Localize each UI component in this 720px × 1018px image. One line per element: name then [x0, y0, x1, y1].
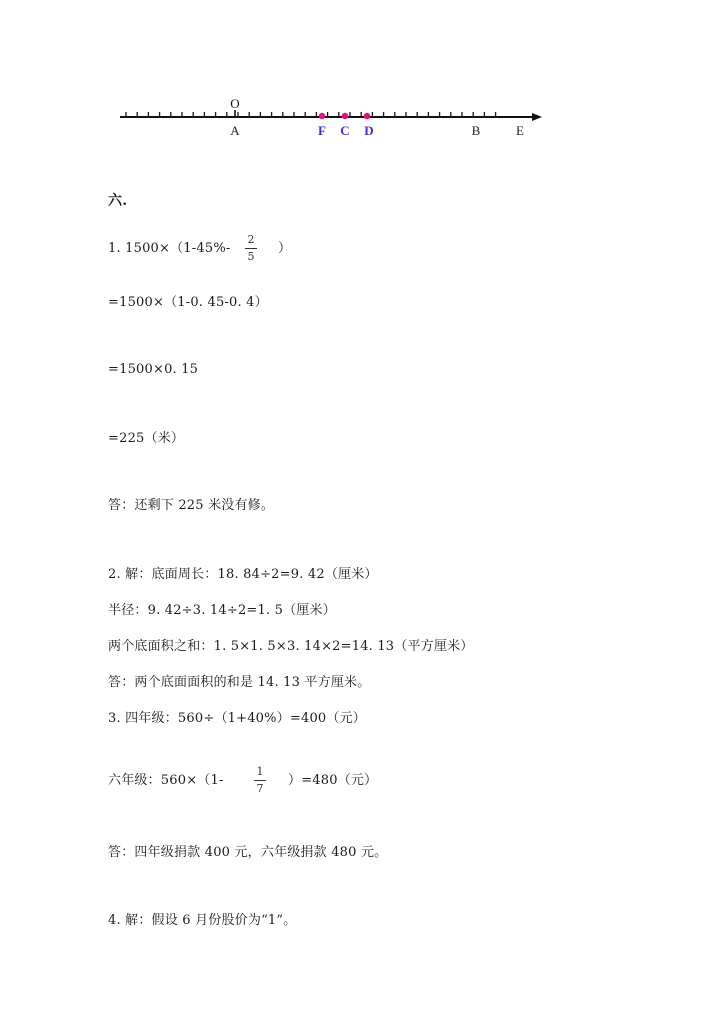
- q3-fraction-numerator: 1: [256, 765, 264, 778]
- number-line-label-a: A: [230, 123, 240, 138]
- q3-line1: 3. 四年级：560÷（1+40%）=400（元）: [108, 711, 367, 726]
- q1-line1-left: 1. 1500×（1-45%-: [108, 241, 231, 256]
- number-line-label-f: F: [318, 123, 326, 138]
- number-line-point-c: [342, 113, 348, 119]
- q3-answer: 答：四年级捐款 400 元，六年级捐款 480 元。: [108, 845, 388, 860]
- number-line-origin-label: O: [230, 96, 240, 111]
- number-line-point-f: [319, 113, 325, 119]
- q1-fraction-bar: [245, 248, 257, 249]
- q2-line3: 两个底面积之和：1. 5×1. 5×3. 14×2=14. 13（平方厘米）: [108, 639, 474, 654]
- q1-line2: =1500×（1-0. 45-0. 4）: [108, 295, 268, 310]
- q3-line2-right: ）=480（元）: [288, 773, 378, 788]
- q1-line4: =225（米）: [108, 431, 185, 446]
- number-line-svg: [112, 90, 552, 150]
- q2-answer: 答：两个底面面积的和是 14. 13 平方厘米。: [108, 675, 371, 690]
- q1-line3: =1500×0. 15: [108, 362, 199, 377]
- q3-fraction: [252, 766, 268, 795]
- q3-line2-left: 六年级：560×（1-: [108, 773, 224, 788]
- number-line-label-c: C: [340, 123, 350, 138]
- q1-answer: 答：还剩下 225 米没有修。: [108, 498, 275, 513]
- number-line-label-b: B: [471, 123, 481, 138]
- q1-fraction-denominator: 5: [247, 250, 255, 263]
- number-line-figure: [112, 90, 552, 150]
- q1-line1-right: ）: [278, 241, 292, 256]
- number-line-label-e: E: [516, 123, 524, 138]
- q1-fraction-numerator: 2: [247, 233, 255, 246]
- number-line-point-d: [364, 113, 370, 119]
- q1-fraction: [243, 234, 259, 263]
- number-line-arrow-icon: [532, 113, 542, 121]
- q2-line1: 2. 解：底面周长：18. 84÷2=9. 42（厘米）: [108, 567, 378, 582]
- q3-fraction-denominator: 7: [256, 782, 264, 795]
- q2-line2: 半径：9. 42÷3. 14÷2=1. 5（厘米）: [108, 603, 336, 618]
- number-line-label-d: D: [364, 123, 374, 138]
- q4-line1: 4. 解：假设 6 月份股价为“1”。: [108, 913, 297, 928]
- section-heading: 六.: [108, 193, 128, 209]
- q3-fraction-bar: [254, 780, 266, 781]
